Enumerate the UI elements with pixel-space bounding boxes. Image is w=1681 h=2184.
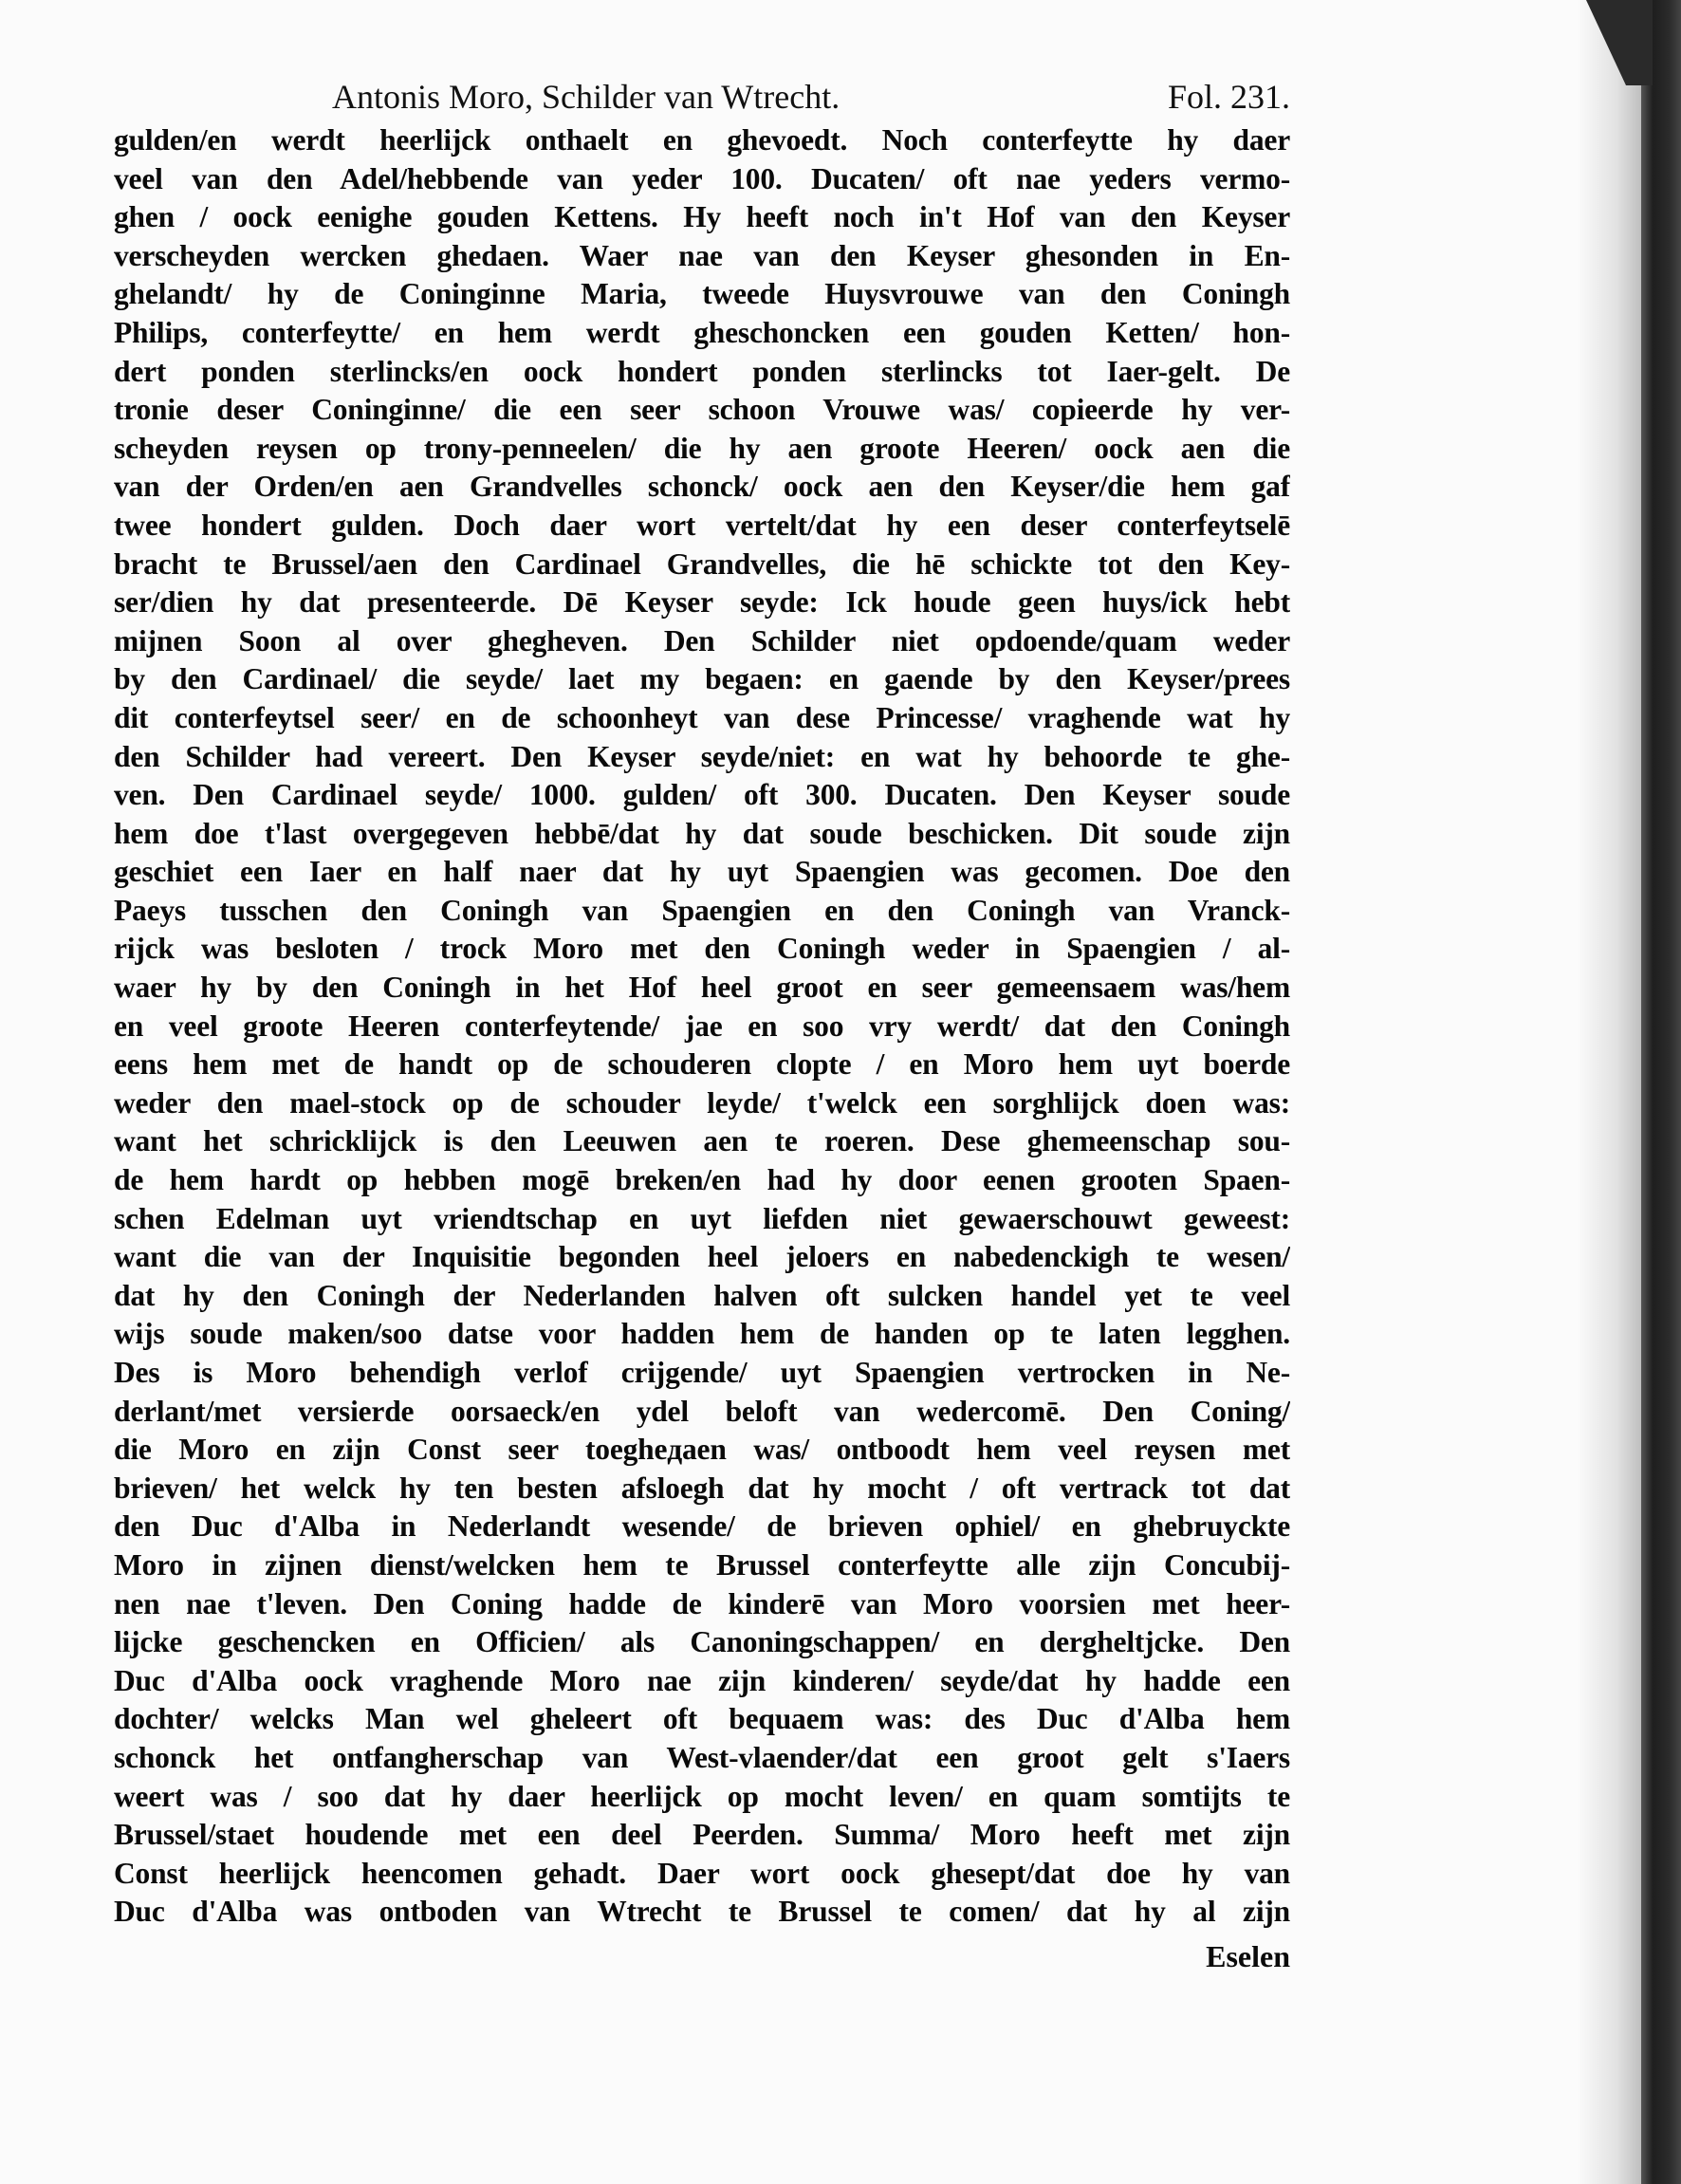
text-line: dert ponden sterlincks/en oock hondert ponden sterlincks tot Iaer-gelt. De [114,354,1290,388]
text-line: Duc d'Alba oock vraghende Moro nae zijn kinderen/ seyde/dat hy hadde een [114,1663,1290,1697]
text-line: Duc d'Alba was ontboden van Wtrecht te Brussel te comen/ dat hy al zijn [114,1895,1290,1929]
text-line: den Schilder had vereert. Den Keyser seyde/niet: en wat hy behoorde te ghe- [114,739,1290,773]
text-line: rijck was besloten / trock Moro met den Coningh weder in Spaengien / al- [114,932,1290,966]
text-line: scheyden reysen op trony-penneelen/ die hy aen groote Heeren/ oock aen die [114,431,1290,465]
catchword: Eselen [1206,1939,1290,1973]
text-line: tronie deser Coninginne/ die een seer schoon Vrouwe was/ copieerde hy ver- [114,393,1290,427]
text-line: de hem hardt op hebben mogē breken/en had hy door eenen grooten Spaen- [114,1163,1290,1197]
text-line: verscheyden wercken ghedaen. Waer nae van den Keyser ghesonden in En- [114,238,1290,272]
text-line: Des is Moro behendigh verlof crijgende/ uyt Spaengien vertrocken in Ne- [114,1356,1290,1389]
text-line: schen Edelman uyt vriendtschap en uyt liefden niet gewaerschouwt geweest: [114,1201,1290,1235]
text-line: ser/dien hy dat presenteerde. Dē Keyser seyde: Ick houde geen huys/ick hebt [114,585,1290,620]
text-line: schonck het ontfangherschap van West-vlaender/dat een groot gelt s'Iaers [114,1740,1290,1774]
text-line: bracht te Brussel/aen den Cardinael Grandvelles, die hē schickte tot den Key- [114,546,1290,581]
text-line: Philips, conterfeytte/ en hem werdt gheschoncken een gouden Ketten/ hon- [114,315,1290,349]
folio-number: Fol. 231. [1167,78,1290,116]
text-line: lijcke geschencken en Officien/ als Canoningschappen/ en dergheltjcke. Den [114,1625,1290,1659]
text-line: dochter/ welcks Man wel gheleert oft bequaem was: des Duc d'Alba hem [114,1702,1290,1736]
text-line: gulden/en werdt heerlijck onthaelt en ghevoedt. Noch conterfeytte hy daer [114,123,1290,157]
text-line: ghen / oock eenighe gouden Kettens. Hy heeft noch in't Hof van den Keyser [114,200,1290,234]
text-line: twee hondert gulden. Doch daer wort vertelt/dat hy een deser conterfeytselē [114,508,1290,542]
text-line: want het schricklijck is den Leeuwen aen te roeren. Dese ghemeenschap sou- [114,1124,1290,1158]
running-title: Antonis Moro, Schilder van Wtrecht. [332,78,840,116]
text-line: Moro in zijnen dienst/welcken hem te Brussel conterfeytte alle zijn Concubij- [114,1547,1290,1582]
text-line: by den Cardinael/ die seyde/ laet my begaen: en gaende by den Keyser/prees [114,662,1290,696]
text-line: den Duc d'Alba in Nederlandt wesende/ de brieven ophiel/ en ghebruyckte [114,1509,1290,1544]
text-line: veel van den Adel/hebbende van yeder 100. Ducaten/ oft nae yeders vermo- [114,161,1290,195]
text-line: die Moro en zijn Const seer toegheдaen was/ ontboodt hem veel reysen met [114,1433,1290,1467]
text-line: hem doe t'last overgegeven hebbē/dat hy dat soude beschicken. Dit soude zijn [114,816,1290,850]
text-line: ven. Den Cardinael seyde/ 1000. gulden/ oft 300. Ducaten. Den Keyser soude [114,778,1290,812]
text-line: waer hy by den Coningh in het Hof heel groot en seer gemeensaem was/hem [114,971,1290,1005]
page-header [114,76,1290,118]
book-edge [1641,0,1681,2184]
text-line: weert was / soo dat hy daer heerlijck op mocht leven/ en quam somtijts te [114,1779,1290,1813]
text-line: mijnen Soon al over ghegheven. Den Schilder niet opdoende/quam weder [114,623,1290,657]
text-line: Const heerlijck heencomen gehadt. Daer wort oock ghesept/dat doe hy van [114,1856,1290,1890]
text-line: derlant/met versierde oorsaeck/en ydel beloft van wedercomē. Den Coning/ [114,1394,1290,1428]
text-line: brieven/ het welck hy ten besten afsloegh dat hy mocht / oft vertrack tot dat [114,1471,1290,1505]
text-line: dat hy den Coningh der Nederlanden halven oft sulcken handel yet te veel [114,1278,1290,1312]
text-line: wijs soude maken/soo datse voor hadden hem de handen op te laten legghen. [114,1317,1290,1351]
text-line: Brussel/staet houdende met een deel Peerden. Summa/ Moro heeft met zijn [114,1818,1290,1852]
text-line: eens hem met de handt op de schouderen clopte / en Moro hem uyt boerde [114,1047,1290,1082]
text-line: want die van der Inquisitie begonden heel jeloers en nabedenckigh te wesen/ [114,1240,1290,1274]
text-line: van der Orden/en aen Grandvelles schonck/ oock aen den Keyser/die hem gaf [114,470,1290,504]
text-line: ghelandt/ hy de Coninginne Maria, tweede Huysvrouwe van den Coningh [114,277,1290,311]
text-line: weder den mael-stock op de schouder leyde/ t'welck een sorghlijck doen was: [114,1085,1290,1120]
text-line: nen nae t'leven. Den Coning hadde de kinderē van Moro voorsien met heer- [114,1586,1290,1620]
text-line: Paeys tusschen den Coningh van Spaengien en den Coningh van Vranck- [114,893,1290,927]
text-line: en veel groote Heeren conterfeytende/ jae en soo vry werdt/ dat den Coningh [114,1009,1290,1043]
body-text [114,121,1290,1932]
text-line: geschiet een Iaer en half naer dat hy uyt Spaengien was gecomen. Doe den [114,855,1290,889]
page-gutter-shadow [1577,0,1643,2184]
text-line: dit conterfeytsel seer/ en de schoonheyt van dese Princesse/ vraghende wat hy [114,700,1290,734]
